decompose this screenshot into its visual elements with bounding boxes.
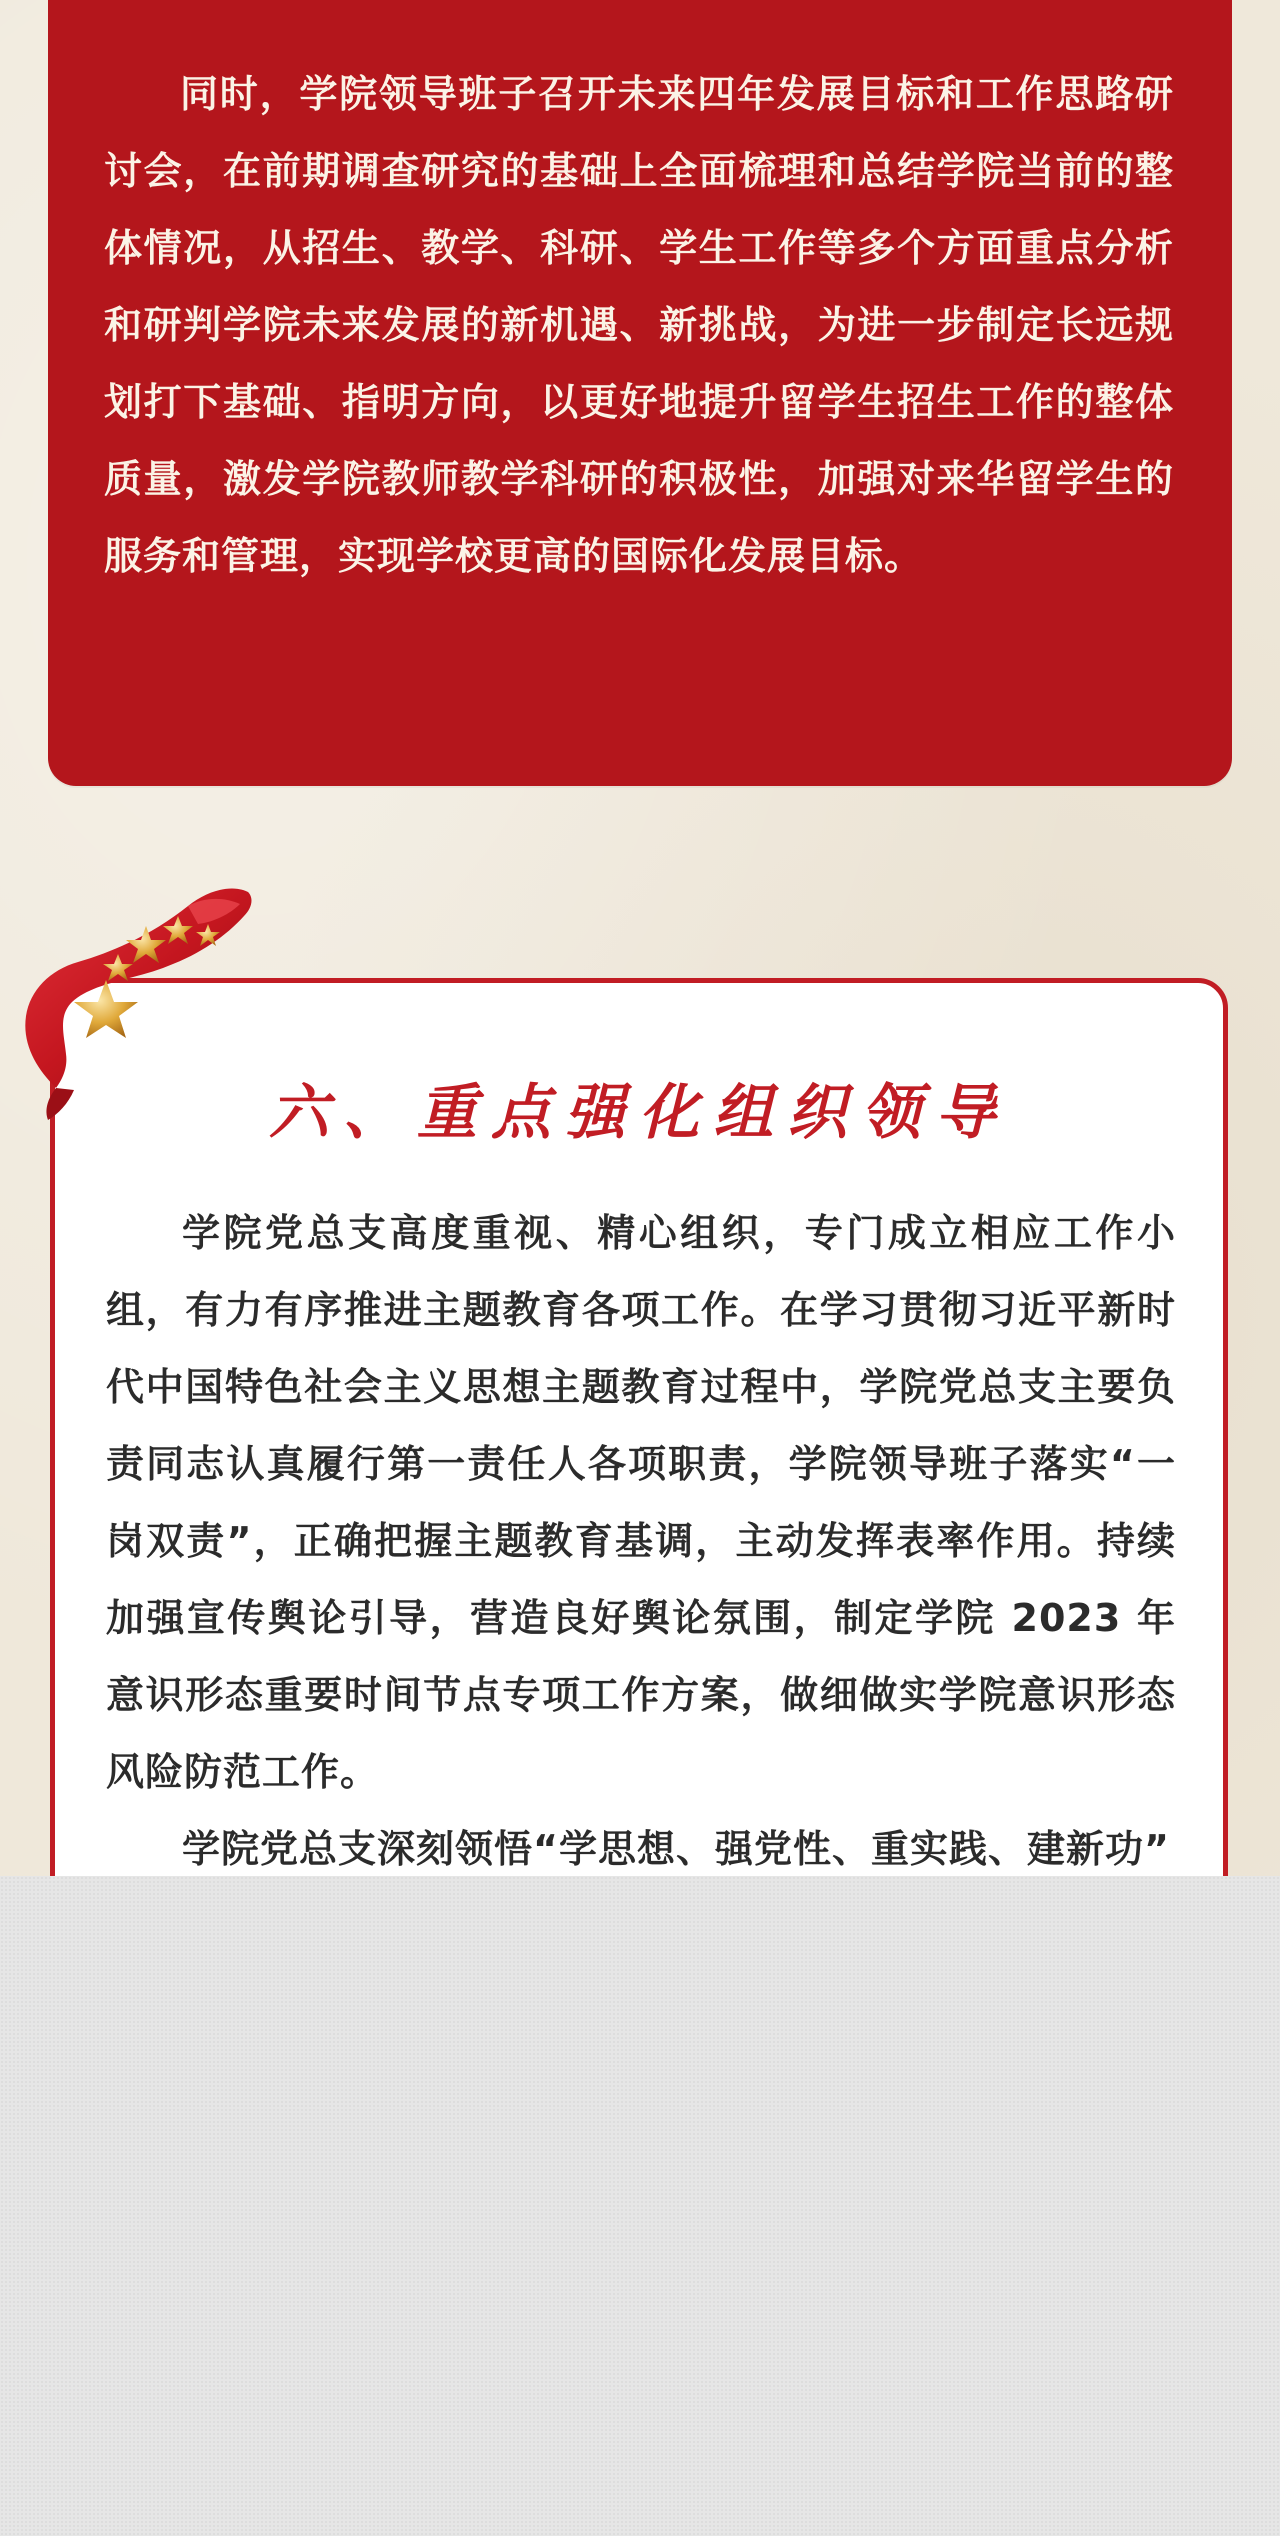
loading-overlay: [0, 1876, 1280, 2536]
red-card-paragraph: 同时，学院领导班子召开未来四年发展目标和工作思路研讨会，在前期调查研究的基础上全面梳理和总结学院当前的整体情况，从招生、教学、科研、学生工作等多个方面重点分析和研判学院未来发展的新机遇、新挑战，为进一步制定长远规划打下基础、指明方向，以更好地提升留学生招生工作的整体质量，激发学院教师教学科研的积极性，加强对来华留学生的服务和管理，实现学校更高的国际化发展目标。: [104, 72, 1174, 578]
section-card: [50, 978, 1228, 1978]
red-content-card: [48, 0, 1232, 786]
section-title: 六、重点强化组织领导: [269, 1078, 1009, 1148]
section-paragraph: 学院党总支深刻领悟“学思想、强党性、重实践、建新功”: [182, 1827, 1170, 1871]
ribbon-stars-icon: [18, 884, 268, 1124]
section-paragraph: 学院党总支高度重视、精心组织，专门成立相应工作小组，有力有序推进主题教育各项工作。在学习贯彻习近平新时代中国特色社会主义思想主题教育过程中，学院党总支主要负责同志认真履行第一责任人各项职责，学院领导班子落实“一岗双责”，正确把握主题教育基调，主动发挥表率作用。持续加强宣传舆论引导，营造良好舆论氛围，制定学院 2023 年意识形态重要时间节点专项工作方案，做细做实学院意识形态风险防范工作。: [106, 1211, 1176, 1794]
